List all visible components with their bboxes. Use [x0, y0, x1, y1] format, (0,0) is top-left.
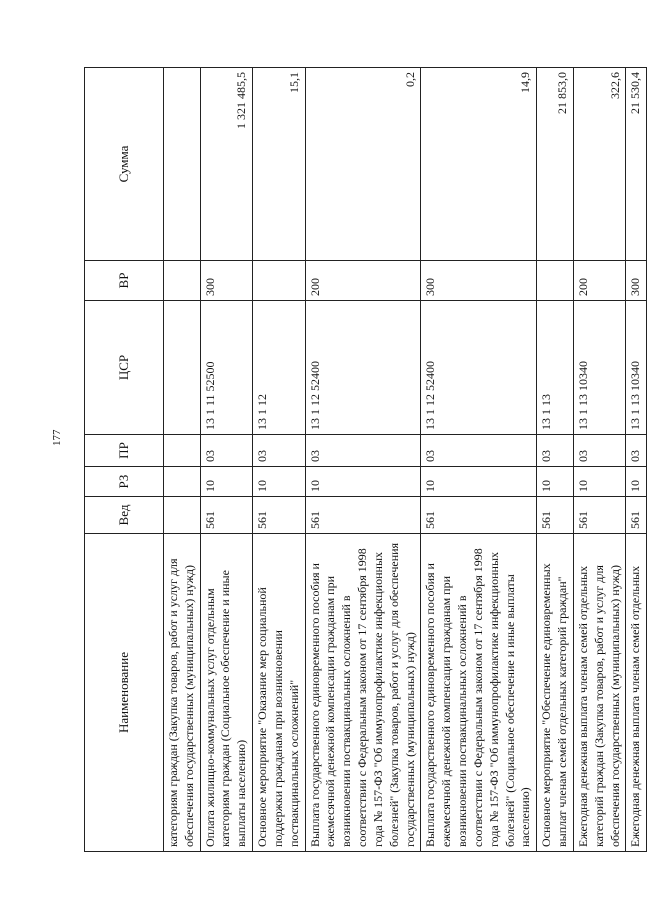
- row-vr: 300: [626, 261, 647, 301]
- header-pr: ПР: [85, 435, 164, 467]
- row-pr: 03: [537, 435, 574, 467]
- row-sum: 1 321 485,5: [200, 68, 252, 261]
- row-csr: 13 1 13: [537, 301, 574, 435]
- row-rz: 10: [305, 467, 421, 497]
- row-sum: 0,2: [305, 68, 421, 261]
- row-pr: 03: [421, 435, 537, 467]
- row-ved: 561: [253, 497, 305, 534]
- row-pr: 03: [200, 435, 252, 467]
- row-sum: 15,1: [253, 68, 305, 261]
- row-pr: [164, 435, 201, 467]
- row-csr: 13 1 12 52400: [305, 301, 421, 435]
- header-name: Наименование: [85, 534, 164, 852]
- row-sum: 322,6: [573, 68, 625, 261]
- row-ved: 561: [573, 497, 625, 534]
- table-header-row: [85, 68, 164, 852]
- row-vr: 300: [200, 261, 252, 301]
- row-pr: 03: [305, 435, 421, 467]
- table-row: [305, 68, 421, 852]
- header-sum: Сумма: [85, 68, 164, 261]
- row-sum: 21 853,0: [537, 68, 574, 261]
- row-name: Ежегодная денежная выплата членам семей отдельных: [626, 534, 647, 852]
- row-csr: [164, 301, 201, 435]
- page-number: 177: [51, 429, 63, 446]
- row-name: Выплата государственного единовременного пособия и ежемесячной денежной компенсации гражданам при возникновении поствакцинальных осложнений в соответствии с Федеральным законом от 17 сентября 1998 года № 157-ФЗ "Об иммунопрофилактике инфекционных болезней" (Социальное обеспечение и иные выплаты населению): [421, 534, 537, 852]
- row-vr: [537, 261, 574, 301]
- row-rz: 10: [421, 467, 537, 497]
- row-csr: 13 1 11 52500: [200, 301, 252, 435]
- header-rz: РЗ: [85, 467, 164, 497]
- row-pr: 03: [573, 435, 625, 467]
- table-row: [164, 68, 201, 852]
- row-ved: 561: [537, 497, 574, 534]
- row-sum: 21 530,4: [626, 68, 647, 261]
- row-rz: [164, 467, 201, 497]
- row-csr: 13 1 13 10340: [573, 301, 625, 435]
- row-ved: 561: [305, 497, 421, 534]
- row-ved: [164, 497, 201, 534]
- row-vr: [253, 261, 305, 301]
- row-sum: 14,9: [421, 68, 537, 261]
- row-name: Оплата жилищно-коммунальных услуг отдельным категориям граждан (Социальное обеспечение и иные выплаты населению): [200, 534, 252, 852]
- row-csr: 13 1 13 10340: [626, 301, 647, 435]
- row-vr: 200: [573, 261, 625, 301]
- row-ved: 561: [626, 497, 647, 534]
- row-rz: 10: [537, 467, 574, 497]
- row-name: Основное мероприятие "Оказание мер социальной поддержки гражданам при возникновении поствакцинальных осложнений": [253, 534, 305, 852]
- header-ved: Вед: [85, 497, 164, 534]
- row-name: Выплата государственного единовременного пособия и ежемесячной денежной компенсации гражданам при возникновении поствакцинальных осложнений в соответствии с Федеральным законом от 17 сентября 1998 года № 157-ФЗ "Об иммунопрофилактике инфекционных болезней" (Закупка товаров, работ и услуг для обеспечения государственных (муниципальных) нужд): [305, 534, 421, 852]
- header-csr: ЦСР: [85, 301, 164, 435]
- row-name: категориям граждан (Закупка товаров, работ и услуг для обеспечения государственных (муниципальных) нужд): [164, 534, 201, 852]
- rotated-page-content: [84, 68, 643, 852]
- row-ved: 561: [200, 497, 252, 534]
- table-row: [253, 68, 305, 852]
- row-rz: 10: [626, 467, 647, 497]
- table-row: [573, 68, 625, 852]
- row-vr: 300: [421, 261, 537, 301]
- header-vr: ВР: [85, 261, 164, 301]
- row-rz: 10: [573, 467, 625, 497]
- row-csr: 13 1 12 52400: [421, 301, 537, 435]
- table-row: [200, 68, 252, 852]
- row-sum: [164, 68, 201, 261]
- row-rz: 10: [200, 467, 252, 497]
- row-csr: 13 1 12: [253, 301, 305, 435]
- row-pr: 03: [253, 435, 305, 467]
- row-name: Ежегодная денежная выплата членам семей отдельных категорий граждан (Закупка товаров, работ и услуг для обеспечения государственных (муниципальных) нужд): [573, 534, 625, 852]
- row-name: Основное мероприятие "Обеспечение единовременных выплат членам семей отдельных категорий граждан": [537, 534, 574, 852]
- budget-table: [84, 67, 647, 852]
- row-pr: 03: [626, 435, 647, 467]
- row-ved: 561: [421, 497, 537, 534]
- table-row: [626, 68, 647, 852]
- table-row: [537, 68, 574, 852]
- row-rz: 10: [253, 467, 305, 497]
- row-vr: 200: [305, 261, 421, 301]
- table-row: [421, 68, 537, 852]
- row-vr: [164, 261, 201, 301]
